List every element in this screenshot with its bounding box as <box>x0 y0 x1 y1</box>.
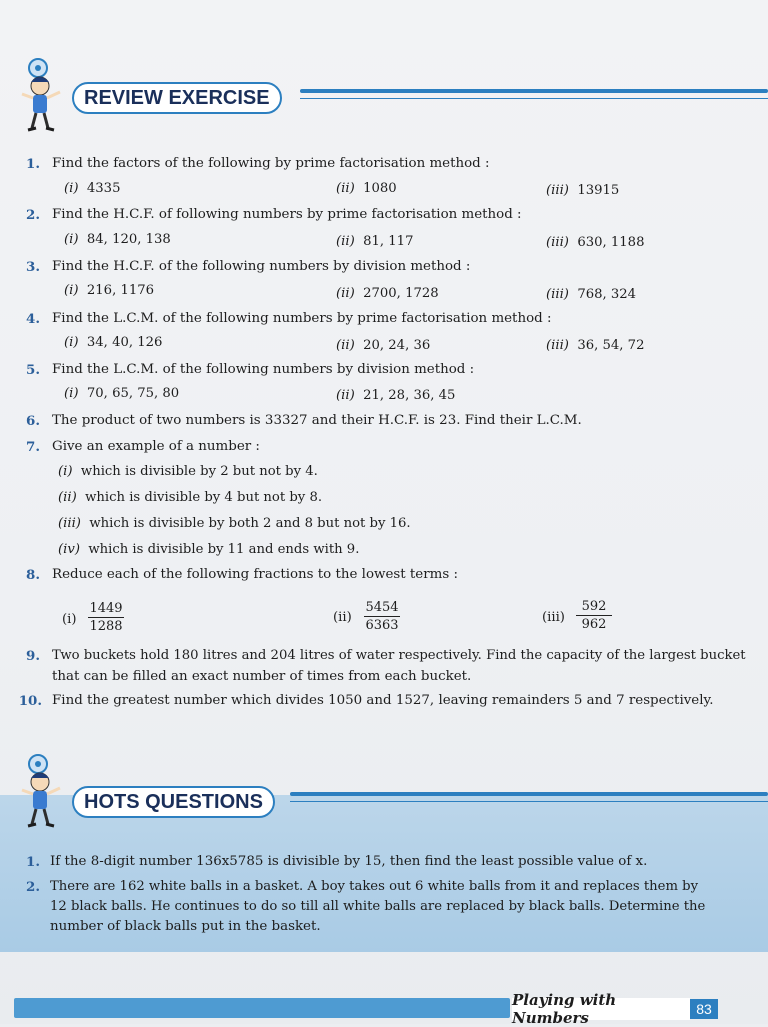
sub-item: (i) 34, 40, 126 <box>64 335 163 350</box>
fraction-label: (i) <box>62 612 77 627</box>
page-number: 83 <box>690 999 718 1019</box>
fraction-label: (iii) <box>542 610 565 625</box>
header-rule <box>290 792 768 796</box>
question-text: Find the H.C.F. of the following numbers by division method : <box>52 259 471 274</box>
sub-item: (iii) 768, 324 <box>546 287 637 302</box>
sub-item: (ii) which is divisible by 4 but not by 8. <box>58 490 323 505</box>
sub-item: (i) 216, 1176 <box>64 283 155 298</box>
question-number: 2. <box>26 207 40 223</box>
section-title: HOTS QUESTIONS <box>72 786 275 818</box>
footer-bar <box>14 998 510 1018</box>
sub-item: (iii) 13915 <box>546 183 620 198</box>
fraction: 1449 1288 <box>89 601 123 634</box>
sub-item: (i) 84, 120, 138 <box>64 232 171 247</box>
sub-item: (ii) 81, 117 <box>336 234 414 249</box>
fraction: 5454 6363 <box>365 600 399 633</box>
question-text: Give an example of a number : <box>52 439 260 454</box>
mascot-icon <box>18 752 62 832</box>
question-number: 8. <box>26 567 40 583</box>
question-text: 12 black balls. He continues to do so till all white balls are replaced by black balls. Determine the <box>50 899 706 914</box>
question-number: 4. <box>26 311 40 327</box>
mascot-icon <box>18 56 62 136</box>
question-text: Two buckets hold 180 litres and 204 litres of water respectively. Find the capacity of the largest bucket <box>52 648 746 663</box>
question-text: Find the factors of the following by prime factorisation method : <box>52 156 490 171</box>
header-rule <box>300 89 768 93</box>
fraction-label: (ii) <box>333 610 352 625</box>
sub-item: (i) 70, 65, 75, 80 <box>64 386 180 401</box>
sub-item: (ii) 21, 28, 36, 45 <box>336 388 456 403</box>
question-text: Find the H.C.F. of following numbers by prime factorisation method : <box>52 207 522 222</box>
sub-item: (ii) 20, 24, 36 <box>336 338 431 353</box>
question-number: 1. <box>26 854 40 870</box>
fraction: 592 962 <box>576 599 612 632</box>
question-text: that can be filled an exact number of times from each bucket. <box>52 669 472 684</box>
sub-item: (iv) which is divisible by 11 and ends with 9. <box>58 542 360 557</box>
question-number: 6. <box>26 413 40 429</box>
sub-item: (iii) 36, 54, 72 <box>546 338 645 353</box>
section-title: REVIEW EXERCISE <box>72 82 282 114</box>
question-text: Find the greatest number which divides 1050 and 1527, leaving remainders 5 and 7 respectively. <box>52 693 714 708</box>
question-number: 10. <box>18 693 42 709</box>
header-rule-thin <box>300 98 768 99</box>
question-number: 2. <box>26 879 40 895</box>
question-number: 5. <box>26 362 40 378</box>
question-text: If the 8-digit number 136x5785 is divisible by 15, then find the least possible value of x. <box>50 854 648 869</box>
header-rule-thin <box>290 801 768 802</box>
question-text: Find the L.C.M. of the following numbers by prime factorisation method : <box>52 311 552 326</box>
question-text: The product of two numbers is 33327 and their H.C.F. is 23. Find their L.C.M. <box>52 413 582 428</box>
sub-item: (i) which is divisible by 2 but not by 4. <box>58 464 318 479</box>
section-header <box>72 83 282 113</box>
question-text: Reduce each of the following fractions to the lowest terms : <box>52 567 458 582</box>
sub-item: (iii) which is divisible by both 2 and 8 but not by 16. <box>58 516 411 531</box>
question-text: number of black balls put in the basket. <box>50 919 321 934</box>
question-number: 9. <box>26 648 40 664</box>
sub-item: (i) 4335 <box>64 181 121 196</box>
sub-item: (iii) 630, 1188 <box>546 235 645 250</box>
sub-item: (ii) 2700, 1728 <box>336 286 439 301</box>
question-number: 7. <box>26 439 40 455</box>
question-number: 1. <box>26 156 40 172</box>
sub-item: (ii) 1080 <box>336 181 397 196</box>
section-header <box>72 787 275 817</box>
question-text: Find the L.C.M. of the following numbers by division method : <box>52 362 475 377</box>
footer-chapter-title: Playing with Numbers <box>512 998 690 1020</box>
question-number: 3. <box>26 259 40 275</box>
question-text: There are 162 white balls in a basket. A boy takes out 6 white balls from it and replaces them by <box>50 879 699 894</box>
